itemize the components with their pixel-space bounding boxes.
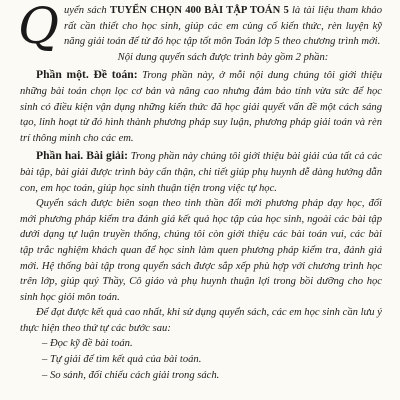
part-one-label: Phần một. Đề toán: — [36, 68, 138, 82]
intro-paragraph — [18, 0, 382, 55]
dropcap-letter: Q — [18, 0, 59, 55]
part-two-label: Phần hai. Bài giải: — [36, 149, 128, 163]
part-two-paragraph — [20, 148, 382, 196]
step-item: – Đọc kỹ đề bài toán. — [42, 338, 133, 350]
step-item: – Tự giải để tìm kết quả của bài toán. — [42, 354, 202, 366]
book-title: TUYỂN CHỌN 400 BÀI TẬP TOÁN 5 — [109, 5, 289, 16]
intro-text-end: là tài liệu tham khảo rất cần thiết cho học sinh, giúp các em củng cố kiến thức, rèn luyện kỹ năng giải toán để từ đó học tập tốt môn Toán lớp 5 theo chương trình mới. — [64, 5, 382, 48]
parts-intro: Nội dung quyển sách được trình bày gồm 2 phần: — [117, 51, 329, 63]
intro-text-start: uyển sách — [64, 5, 110, 16]
part-one-paragraph — [20, 67, 382, 146]
instructions-paragraph: Để đạt được kết quả cao nhất, khi sử dụng quyển sách, các em học sinh cần lưu ý thực hiện theo thứ tự các bước sau: — [20, 307, 382, 334]
part-one-text: Trong phần này, ở mỗi nội dung chúng tôi giới thiệu những bài toán chọn lọc cơ bản và nâng cao nhưng đảm bảo tính vừa sức để học sinh có điều kiện vận dụng những kiến thức đã học giải quyết vấn đề một cách sáng tạo, linh hoạt từ đó hình thành phương pháp suy luận, phương pháp giải toán và rèn trí thông minh cho các em. — [20, 70, 383, 144]
part-two-text: Trong phần này chúng tôi giới thiệu bài giải của tất cả các bài tập, bài giải được trình bày cẩn thận, chi tiết giúp phụ huynh dễ dàng hướng dẫn con, em học toán, giúp học sinh thuận tiện trong việc tự học. — [20, 151, 382, 194]
method-paragraph: Quyển sách được biên soạn theo tinh thần đổi mới phương pháp dạy học, đổi mới phương pháp kiểm tra đánh giá kết quả học tập của học sinh, ngoài các bài tập dưới dạng tự luận truyền thống, chúng tôi còn giới thiệu các bài toán vui, các bài tập trắc nghiệm khách quan để học sinh làm quen phương pháp kiểm tra, đánh giá mới. Hệ thống bài tập trong quyển sách được sắp xếp phù hợp với chương trình học trên lớp, giúp quý Thầy, Cô giáo và phụ huynh thuận lợi trong bồi dưỡng cho học sinh học giỏi môn toán. — [20, 198, 382, 303]
step-item: – So sánh, đối chiếu cách giải trong sách. — [42, 369, 220, 381]
